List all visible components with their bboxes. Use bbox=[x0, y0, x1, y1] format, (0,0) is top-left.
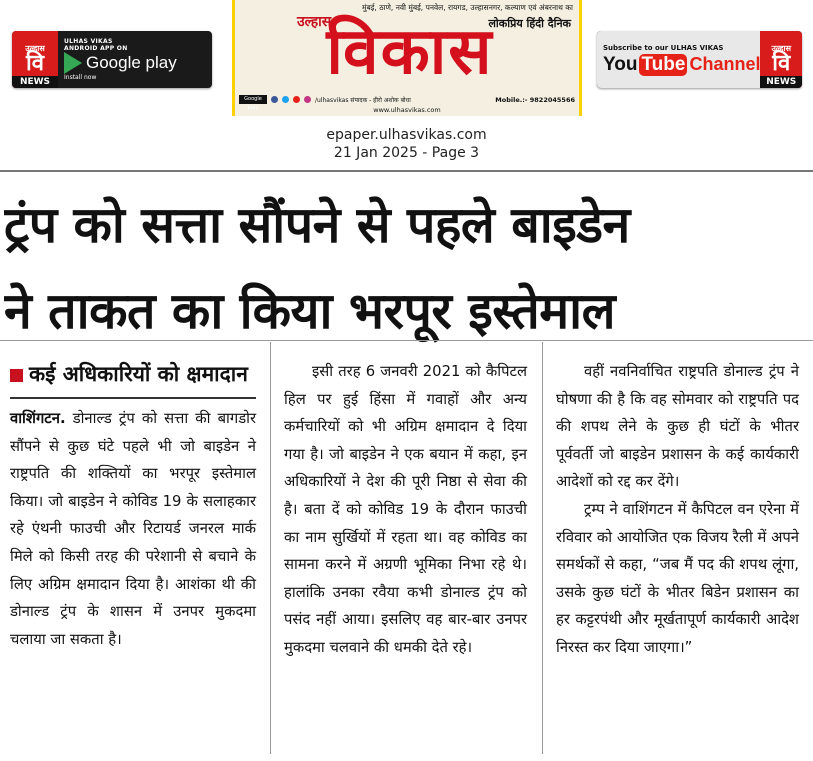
article-column-2 bbox=[284, 358, 527, 662]
editor-line: /ulhasvikas संपादक - हीरो अशोक बोधा bbox=[315, 96, 411, 104]
logo-news-text: NEWS bbox=[12, 76, 58, 88]
column-1-text bbox=[10, 405, 256, 653]
article-headline bbox=[4, 182, 809, 354]
play-icon bbox=[64, 52, 82, 74]
column-divider-1 bbox=[270, 342, 271, 754]
column-3-para-1: वहीं नवनिर्वाचित राष्ट्रपति डोनाल्ड ट्रंप ने घोषणा की है कि वह सोमवार को राष्ट्रपति पद की शपथ लेने के कुछ ही घंटों के भीतर पूर्ववर्ती जो बाइडेन प्रशासन के कई कार्यकारी आदेशों को रद्द कर देंगे। bbox=[556, 363, 799, 491]
bullet-square-icon bbox=[10, 369, 23, 382]
logo-news-text: NEWS bbox=[760, 76, 802, 88]
divider-top bbox=[0, 170, 813, 172]
google-play-badge[interactable] bbox=[12, 31, 212, 88]
google-play-row bbox=[64, 52, 212, 74]
logo-mark: वि bbox=[772, 51, 791, 76]
google-play-box bbox=[58, 31, 212, 88]
brand-name: ULHAS VIKAS bbox=[64, 38, 113, 45]
android-app-line: ANDROID APP ON bbox=[64, 45, 128, 52]
logo-top-text: उल्हास bbox=[25, 44, 45, 53]
youtube-icon[interactable] bbox=[293, 96, 300, 103]
column-3-para-2: ट्रम्प ने वाशिंगटन में कैपिटल वन एरेना में रविवार को आयोजित एक विजय रैली में अपने समर्थकों से कहा, “जब मैं पद की शपथ लूंगा, उसके कुछ घंटों के भीतर बिडेन प्रशासन का हर कट्टरपंथी और मूर्खतापूर्ण कार्यकारी आदेश निरस्त कर दिया जाएगा।” bbox=[556, 500, 799, 656]
epaper-site[interactable]: epaper.ulhasvikas.com bbox=[326, 127, 487, 143]
column-2-body: इसी तरह 6 जनवरी 2021 को कैपिटल हिल पर हुई हिंसा में गवाहों और अन्य कर्मचारियों को भी अग्रिम क्षमादान दे दिया गया है। जो बाइडेन ने एक बयान में कहा, इन अधिकारियों ने देश की पूरी निष्ठा से सेवा की है। बता दें को कोविड 19 के दौरान फाउची का नाम सुर्खियों में रहता था। वह कोविड का सामना करने में अग्रणी भूमिका निभा रहे थे। हालांकि उनका रवैया कभी डोनाल्ड ट्रंप को पसंद नहीं आया। इसलिए वह बार-बार उनपर मुकदमा चलवाने की धमकी देते रहे। bbox=[284, 363, 527, 656]
ulhas-news-logo bbox=[12, 31, 58, 88]
masthead-cities: मुंबई, ठाणे, नवी मुंबई, पनवेल, रायगड, उल्हासनगर, कल्याण एवं अंबरनाथ का bbox=[361, 3, 573, 12]
twitter-icon[interactable] bbox=[282, 96, 289, 103]
subscribe-text: Subscribe to our ULHAS VIKAS bbox=[603, 43, 724, 52]
youtube-box bbox=[597, 31, 760, 88]
ulhas-news-logo-right bbox=[760, 31, 802, 88]
instagram-icon[interactable] bbox=[304, 96, 311, 103]
masthead-small-name: उल्हास bbox=[297, 14, 332, 30]
edition-date-page: 21 Jan 2025 - Page 3 bbox=[333, 145, 480, 161]
article-column-3 bbox=[556, 358, 799, 662]
masthead-title: विकास bbox=[326, 15, 494, 89]
google-play-mini-badge[interactable]: Google play bbox=[239, 95, 267, 104]
install-now-text: Install now bbox=[64, 74, 97, 81]
masthead-tagline: लोकप्रिय हिंदी दैनिक bbox=[488, 17, 571, 30]
dateline: वाशिंगटन. bbox=[10, 410, 66, 427]
logo-mark: वि bbox=[26, 51, 44, 76]
youtube-you: You bbox=[603, 53, 638, 75]
article-column-1 bbox=[10, 358, 256, 653]
column-divider-2 bbox=[542, 342, 543, 754]
headline-line-2: ने ताकत का किया भरपूर इस्तेमाल bbox=[4, 282, 615, 340]
youtube-tube: Tube bbox=[641, 53, 686, 75]
subhead-text: कई अधिकारियों को क्षमादान bbox=[29, 362, 248, 386]
facebook-icon[interactable] bbox=[271, 96, 278, 103]
column-1-body: डोनाल्ड ट्रंप को सत्ता की बागडोर सौंपने से कुछ घंटे पहले भी जो बाइडेन ने राष्ट्रपति की शक्तियों का भरपूर इस्तेमाल किया। जो बाइडेन ने कोविड 19 के सलाहकार रहे एंथनी फाउची और रिटायर्ड जनरल मार्क मिले को किसी तरह की परेशानी से बचाने के लिए अग्रिम क्षमादान दिया है। आशंका थी की डोनाल्ड ट्रंप के शासन में उनपर मुकदमा चलाया जा सकता है। bbox=[10, 410, 256, 648]
page-header bbox=[0, 0, 813, 124]
google-play-label: Google play bbox=[86, 53, 177, 72]
article-subhead bbox=[10, 358, 256, 391]
logo-top-text: उल्हास bbox=[771, 44, 792, 53]
masthead bbox=[232, 0, 582, 116]
edition-info bbox=[0, 126, 813, 162]
masthead-website[interactable]: www.ulhasvikas.com bbox=[373, 106, 441, 114]
headline-line-1: ट्रंप को सत्ता सौंपने से पहले बाइडेन bbox=[4, 196, 630, 254]
divider-headline bbox=[0, 340, 813, 341]
youtube-channel-badge[interactable] bbox=[597, 31, 802, 88]
subhead-rule bbox=[10, 397, 256, 399]
youtube-row bbox=[603, 54, 760, 76]
youtube-channel: Channel bbox=[689, 54, 761, 74]
mobile-number: Mobile.:- 9822045566 bbox=[495, 95, 575, 104]
